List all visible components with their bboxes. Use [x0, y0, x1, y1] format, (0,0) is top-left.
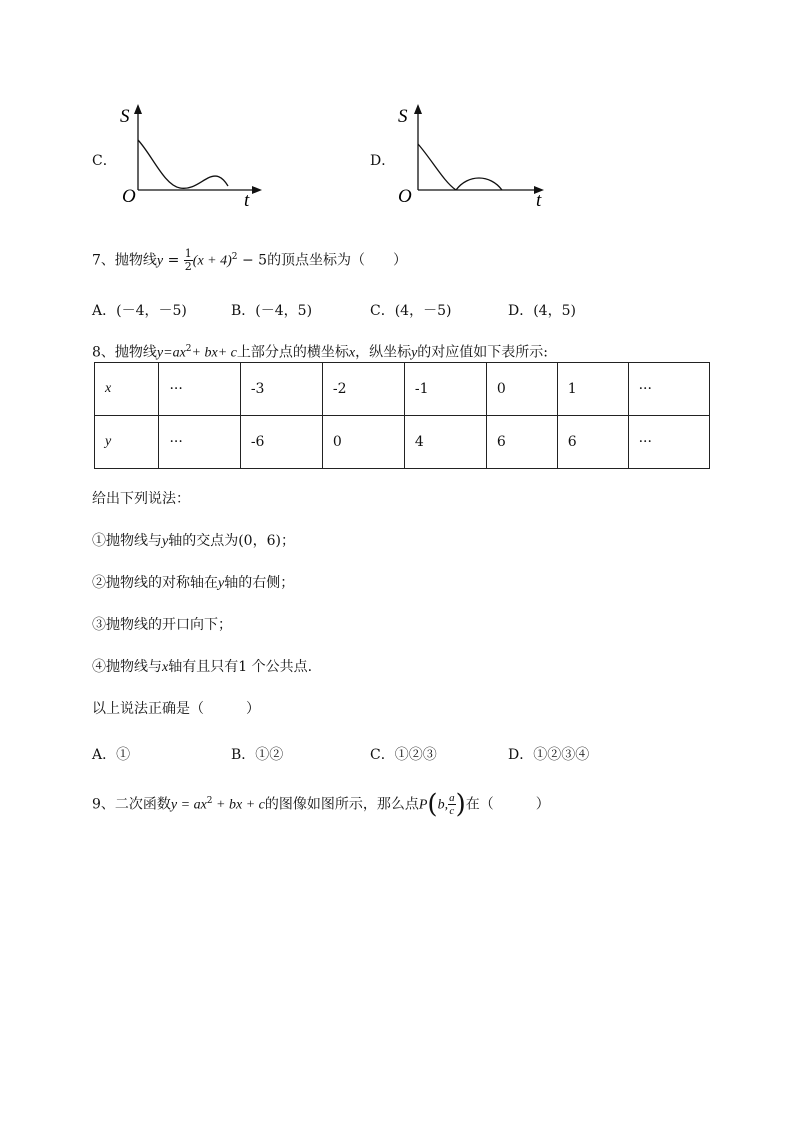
q8-var-x: x	[348, 345, 356, 361]
y-axis-arrow	[134, 104, 142, 114]
table-row-y	[95, 416, 710, 469]
q7-expr-sq: 2	[231, 252, 238, 262]
q8-option-c[interactable]: C．①②③	[370, 747, 437, 763]
statement-var: y	[162, 534, 169, 549]
question-8	[92, 340, 548, 363]
graph-option-c	[112, 100, 262, 210]
q7-expr-y: y	[156, 253, 164, 269]
table-cell: 0	[322, 416, 404, 469]
q9-expr-tail: + bx + c	[212, 797, 265, 813]
x-axis-arrow	[252, 186, 262, 194]
q8-eq-sq: 2	[185, 344, 192, 354]
q8-prefix: 8、抛物线	[92, 344, 157, 361]
q7-option-a[interactable]: A．(－4，－5)	[92, 303, 187, 319]
q8-statement-3	[92, 616, 232, 634]
table-cell: x	[95, 363, 159, 416]
option-d-label: D．	[370, 153, 396, 169]
table-cell: -2	[322, 363, 404, 416]
table-cell: 6	[486, 416, 557, 469]
q8-mid1: 上部分点的横坐标	[236, 344, 349, 361]
statement-text: ③抛物线的开口向下；	[92, 617, 232, 633]
table-cell: 6	[557, 416, 628, 469]
table-cell: 4	[404, 416, 486, 469]
q7-prefix: 7、抛物线	[92, 252, 157, 269]
curve-c	[138, 140, 228, 188]
q7-suffix: 的顶点坐标为（ ）	[267, 252, 408, 269]
q9-paren-left: (	[427, 789, 438, 820]
curve-d-hump	[456, 178, 502, 190]
y-axis-arrow	[414, 104, 422, 114]
axis-s-label: S	[398, 106, 408, 127]
q7-expr-eq: =	[163, 252, 184, 269]
q9-paren-right: )	[455, 789, 466, 820]
q9-fraction	[448, 792, 456, 817]
q8-option-d[interactable]: D．①②③④	[508, 747, 590, 763]
table-cell: -1	[404, 363, 486, 416]
q9-point-p: P	[418, 797, 428, 813]
axis-t-label: t	[244, 190, 250, 210]
table-cell: -6	[240, 416, 322, 469]
statement-var: y	[218, 576, 225, 591]
q9-point-b: b,	[437, 797, 449, 813]
q9-prefix: 9、二次函数	[92, 796, 171, 813]
statement-text: 轴有且只有1 个公共点.	[168, 659, 313, 675]
q8-suffix: 的对应值如下表所示:	[417, 344, 549, 361]
graph-option-d	[394, 100, 544, 210]
q8-mid2: ，纵坐标	[355, 344, 412, 361]
q9-expr: y = ax	[170, 797, 207, 813]
statement-var: x	[162, 660, 169, 675]
q8-option-a[interactable]: A．①	[92, 747, 131, 763]
table-cell: ···	[159, 363, 240, 416]
statement-text: ①抛物线与	[92, 533, 162, 549]
q8-eq-b: + bx+ c	[191, 345, 237, 361]
q9-suffix: 在（ ）	[465, 796, 550, 813]
table-cell: -3	[240, 363, 322, 416]
q7-expr-tail: − 5	[237, 252, 268, 269]
q8-statement-1	[92, 532, 295, 551]
q7-frac-den: 2	[184, 260, 192, 274]
table-cell: 1	[557, 363, 628, 416]
curve-d-descending	[418, 144, 456, 190]
q8-intro: 给出下列说法：	[92, 491, 190, 507]
q8-question: 以上说法正确是（ ）	[92, 701, 260, 717]
axis-s-label: S	[120, 106, 130, 127]
table-cell: ···	[628, 416, 709, 469]
q9-frac-den: c	[449, 805, 455, 818]
axis-t-label: t	[536, 190, 542, 210]
q7-option-c[interactable]: C．(4，－5)	[370, 303, 452, 319]
table-cell: y	[95, 416, 159, 469]
origin-label: O	[398, 186, 412, 207]
table-cell: ···	[628, 363, 709, 416]
q8-statement-4	[92, 658, 312, 677]
question-7	[92, 248, 407, 273]
statement-text: 轴的右侧；	[224, 575, 295, 591]
question-9	[92, 789, 550, 820]
q9-mid: 的图像如图所示，那么点	[264, 796, 419, 813]
q7-fraction	[184, 248, 193, 273]
statement-text: ④抛物线与	[92, 659, 162, 675]
q7-option-d[interactable]: D．(4，5)	[508, 303, 576, 319]
q7-expr-rest: (x + 4)	[192, 253, 232, 269]
q8-eq-a: y=ax	[156, 345, 186, 361]
q9-expr-sq: 2	[206, 796, 213, 806]
q8-var-y: y	[411, 345, 418, 361]
q7-frac-num: 1	[184, 247, 192, 261]
statement-text: ②抛物线的对称轴在	[92, 575, 218, 591]
q7-option-b[interactable]: B．(－4，5)	[231, 303, 313, 319]
table-row-x	[95, 363, 710, 416]
table-cell: 0	[486, 363, 557, 416]
statement-text: 轴的交点为(0，6)；	[168, 533, 295, 549]
q8-statement-2	[92, 574, 294, 593]
value-table	[94, 362, 710, 469]
origin-label: O	[122, 186, 136, 207]
option-c-label: C．	[92, 153, 117, 169]
table-cell: ···	[159, 416, 240, 469]
q8-option-b[interactable]: B．①②	[231, 747, 284, 763]
q9-frac-num: a	[449, 792, 455, 805]
